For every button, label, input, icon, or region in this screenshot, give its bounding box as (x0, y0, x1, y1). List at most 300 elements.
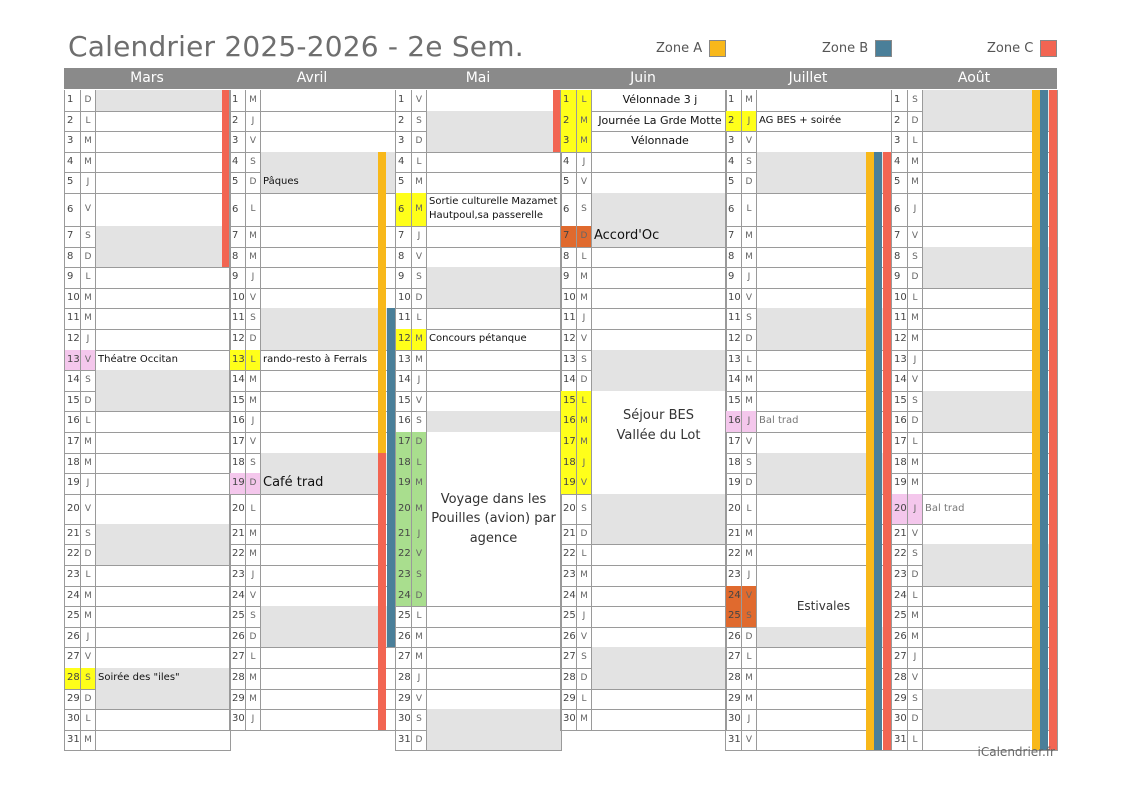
day-cell[interactable] (260, 494, 396, 525)
day-number: 16 (395, 411, 412, 433)
day-letter: L (576, 391, 592, 413)
day-letter: M (411, 172, 427, 194)
event-label: Accord'Oc (594, 228, 660, 243)
day-number: 15 (395, 391, 412, 413)
day-number: 8 (725, 247, 742, 269)
day-letter: J (576, 308, 592, 330)
day-number: 27 (395, 647, 412, 669)
day-cell[interactable] (260, 709, 396, 731)
zone-holiday-bar (866, 152, 874, 751)
day-letter: D (411, 288, 427, 310)
day-cell[interactable] (260, 524, 396, 546)
day-cell[interactable] (260, 411, 396, 433)
day-letter: J (907, 647, 923, 669)
day-letter: S (411, 111, 427, 133)
day-letter: M (576, 267, 592, 289)
day-cell[interactable] (591, 193, 727, 227)
month-header-juin: Juin (560, 68, 726, 89)
day-cell[interactable] (95, 308, 231, 330)
day-cell[interactable] (95, 565, 231, 587)
day-cell[interactable] (426, 627, 562, 649)
day-letter: M (411, 193, 427, 227)
day-letter: L (245, 350, 261, 372)
day-number: 11 (891, 308, 908, 330)
day-cell[interactable] (95, 391, 231, 413)
day-letter: L (411, 308, 427, 330)
day-number: 20 (725, 494, 742, 525)
day-letter: L (576, 544, 592, 566)
day-cell[interactable] (260, 288, 396, 310)
day-cell[interactable] (260, 350, 396, 372)
day-number: 1 (229, 90, 246, 112)
day-letter: J (80, 627, 96, 649)
day-letter: D (741, 329, 757, 351)
day-cell[interactable] (591, 172, 727, 194)
day-number: 10 (395, 288, 412, 310)
day-number: 4 (64, 152, 81, 174)
day-number: 10 (725, 288, 742, 310)
day-cell[interactable] (591, 524, 727, 546)
day-letter: M (907, 308, 923, 330)
day-cell[interactable] (260, 473, 396, 495)
day-number: 4 (725, 152, 742, 174)
day-cell[interactable] (95, 627, 231, 649)
day-letter: M (245, 391, 261, 413)
day-cell[interactable] (591, 689, 727, 711)
day-number: 13 (725, 350, 742, 372)
day-cell[interactable] (260, 90, 396, 112)
day-number: 22 (891, 544, 908, 566)
day-number: 26 (229, 627, 246, 649)
day-number: 23 (64, 565, 81, 587)
day-number: 14 (64, 370, 81, 392)
day-letter: D (245, 172, 261, 194)
day-cell[interactable] (591, 494, 727, 525)
day-cell[interactable] (95, 131, 231, 153)
day-letter: D (741, 473, 757, 495)
block-event: Estivales (796, 599, 851, 614)
day-number: 8 (64, 247, 81, 269)
day-number: 7 (64, 226, 81, 248)
day-cell[interactable] (260, 131, 396, 153)
day-letter: V (741, 432, 757, 454)
zone-holiday-bar (883, 152, 891, 751)
day-cell[interactable] (591, 647, 727, 669)
day-cell[interactable] (95, 524, 231, 546)
day-letter: M (576, 288, 592, 310)
day-letter: V (245, 288, 261, 310)
day-letter: S (411, 267, 427, 289)
block-event: Séjour BES Vallée du Lot (616, 408, 701, 443)
day-letter: M (245, 544, 261, 566)
day-cell[interactable] (426, 329, 562, 351)
day-number: 4 (560, 152, 577, 174)
day-letter: S (907, 247, 923, 269)
day-number: 6 (725, 193, 742, 227)
day-cell[interactable] (591, 308, 727, 330)
day-cell[interactable] (95, 350, 231, 372)
day-cell[interactable] (95, 267, 231, 289)
day-cell[interactable] (95, 453, 231, 475)
day-letter: D (907, 709, 923, 731)
day-number: 19 (725, 473, 742, 495)
day-number: 3 (560, 131, 577, 153)
day-letter: V (907, 524, 923, 546)
day-letter: M (741, 668, 757, 690)
day-cell[interactable] (260, 647, 396, 669)
day-letter: M (741, 247, 757, 269)
event-label: Journée La Grde Motte (598, 113, 722, 127)
day-letter: V (907, 370, 923, 392)
day-cell[interactable] (260, 544, 396, 566)
zone-holiday-bar (1032, 90, 1040, 750)
event-label: Vélonnade (631, 134, 689, 148)
day-number: 26 (395, 627, 412, 649)
day-cell[interactable] (426, 267, 562, 289)
day-number: 21 (395, 524, 412, 546)
day-letter: V (576, 172, 592, 194)
zone-a-label: Zone A (656, 40, 703, 56)
day-letter: D (245, 627, 261, 649)
day-cell[interactable] (426, 90, 562, 112)
day-cell[interactable] (260, 627, 396, 649)
day-number: 5 (229, 172, 246, 194)
day-letter: M (80, 730, 96, 752)
day-letter: L (80, 111, 96, 133)
day-number: 19 (395, 473, 412, 495)
day-number: 5 (560, 172, 577, 194)
day-cell[interactable] (426, 370, 562, 392)
day-letter: S (80, 370, 96, 392)
day-number: 24 (725, 586, 742, 608)
day-cell[interactable] (95, 226, 231, 248)
day-number: 11 (229, 308, 246, 330)
day-letter: D (245, 473, 261, 495)
day-letter: M (741, 391, 757, 413)
day-letter: J (907, 350, 923, 372)
day-number: 10 (64, 288, 81, 310)
day-cell[interactable] (591, 370, 727, 392)
day-cell[interactable] (591, 90, 727, 112)
day-letter: S (245, 453, 261, 475)
day-number: 3 (229, 131, 246, 153)
day-cell[interactable] (260, 152, 396, 174)
day-cell[interactable] (426, 131, 562, 153)
day-number: 22 (395, 544, 412, 566)
day-cell[interactable] (260, 226, 396, 248)
day-letter: D (576, 226, 592, 248)
day-cell[interactable] (95, 494, 231, 525)
day-number: 4 (229, 152, 246, 174)
day-number: 17 (229, 432, 246, 454)
day-cell[interactable] (756, 90, 892, 112)
day-cell[interactable] (260, 267, 396, 289)
day-cell[interactable] (95, 193, 231, 227)
day-cell[interactable] (591, 627, 727, 649)
page-title: Calendrier 2025-2026 - 2e Sem. (68, 30, 524, 63)
day-cell[interactable] (426, 709, 562, 731)
day-cell[interactable] (260, 370, 396, 392)
day-number: 24 (229, 586, 246, 608)
day-letter: M (80, 606, 96, 628)
day-number: 24 (64, 586, 81, 608)
day-number: 19 (64, 473, 81, 495)
day-cell[interactable] (426, 152, 562, 174)
day-cell[interactable] (95, 370, 231, 392)
day-letter: V (907, 226, 923, 248)
day-letter: L (411, 606, 427, 628)
day-letter: L (80, 411, 96, 433)
day-letter: M (80, 131, 96, 153)
day-cell[interactable] (95, 288, 231, 310)
day-cell[interactable] (260, 565, 396, 587)
day-letter: S (245, 308, 261, 330)
day-cell[interactable] (260, 586, 396, 608)
day-cell[interactable] (591, 606, 727, 628)
day-letter: M (80, 586, 96, 608)
day-cell[interactable] (95, 247, 231, 269)
zone-holiday-bar (387, 308, 395, 647)
day-letter: L (907, 131, 923, 153)
day-cell[interactable] (591, 668, 727, 690)
day-letter: M (907, 627, 923, 649)
day-cell[interactable] (426, 350, 562, 372)
day-cell[interactable] (426, 606, 562, 628)
day-cell[interactable] (95, 647, 231, 669)
day-number: 25 (891, 606, 908, 628)
day-number: 24 (560, 586, 577, 608)
day-number: 14 (395, 370, 412, 392)
day-cell[interactable] (95, 586, 231, 608)
day-number: 21 (560, 524, 577, 546)
day-number: 29 (395, 689, 412, 711)
day-number: 6 (395, 193, 412, 227)
day-number: 27 (560, 647, 577, 669)
day-cell[interactable] (426, 226, 562, 248)
day-cell[interactable] (426, 730, 562, 752)
day-letter: J (411, 668, 427, 690)
day-letter: V (576, 473, 592, 495)
day-number: 20 (64, 494, 81, 525)
day-cell[interactable] (591, 288, 727, 310)
day-number: 2 (64, 111, 81, 133)
day-number: 13 (64, 350, 81, 372)
day-cell[interactable] (591, 247, 727, 269)
day-number: 29 (229, 689, 246, 711)
day-cell[interactable] (426, 647, 562, 669)
day-cell[interactable] (95, 152, 231, 174)
day-cell[interactable] (95, 329, 231, 351)
day-cell[interactable] (591, 131, 727, 153)
day-letter: M (741, 226, 757, 248)
day-letter: D (411, 586, 427, 608)
day-letter: J (411, 370, 427, 392)
day-cell[interactable] (95, 411, 231, 433)
day-letter: S (80, 524, 96, 546)
day-cell[interactable] (95, 730, 231, 752)
day-number: 28 (891, 668, 908, 690)
day-letter: D (411, 131, 427, 153)
day-cell[interactable] (260, 172, 396, 194)
day-number: 12 (560, 329, 577, 351)
day-number: 9 (891, 267, 908, 289)
day-cell[interactable] (756, 111, 892, 133)
day-cell[interactable] (95, 668, 231, 690)
day-cell[interactable] (591, 226, 727, 248)
day-cell[interactable] (591, 544, 727, 566)
day-number: 24 (395, 586, 412, 608)
day-number: 2 (725, 111, 742, 133)
day-cell[interactable] (591, 152, 727, 174)
day-letter: L (411, 453, 427, 475)
day-letter: S (741, 606, 757, 628)
day-cell[interactable] (426, 288, 562, 310)
day-number: 16 (725, 411, 742, 433)
day-number: 12 (64, 329, 81, 351)
day-cell[interactable] (95, 689, 231, 711)
day-letter: M (576, 432, 592, 454)
day-cell[interactable] (260, 453, 396, 475)
day-letter: M (576, 411, 592, 433)
day-cell[interactable] (260, 432, 396, 454)
day-number: 6 (891, 193, 908, 227)
day-cell[interactable] (426, 247, 562, 269)
day-number: 7 (725, 226, 742, 248)
day-letter: S (741, 152, 757, 174)
day-letter: L (741, 494, 757, 525)
day-letter: J (576, 152, 592, 174)
day-cell[interactable] (260, 689, 396, 711)
day-cell[interactable] (591, 586, 727, 608)
day-letter: L (411, 152, 427, 174)
day-number: 21 (725, 524, 742, 546)
day-letter: M (80, 288, 96, 310)
day-letter: D (907, 411, 923, 433)
day-cell[interactable] (591, 709, 727, 731)
day-cell[interactable] (260, 606, 396, 628)
day-letter: S (576, 494, 592, 525)
day-number: 9 (64, 267, 81, 289)
day-cell[interactable] (426, 668, 562, 690)
day-cell[interactable] (260, 193, 396, 227)
day-letter: V (411, 544, 427, 566)
day-cell[interactable] (95, 90, 231, 112)
day-number: 6 (64, 193, 81, 227)
day-cell[interactable] (260, 308, 396, 330)
day-number: 28 (560, 668, 577, 690)
day-letter: M (741, 544, 757, 566)
day-letter: V (576, 627, 592, 649)
day-cell[interactable] (756, 131, 892, 153)
day-letter: J (245, 565, 261, 587)
day-cell[interactable] (260, 247, 396, 269)
day-cell[interactable] (426, 193, 562, 227)
day-number: 3 (725, 131, 742, 153)
day-number: 16 (64, 411, 81, 433)
day-cell[interactable] (260, 391, 396, 413)
day-number: 2 (395, 111, 412, 133)
day-letter: S (80, 668, 96, 690)
day-number: 20 (395, 494, 412, 525)
day-number: 10 (560, 288, 577, 310)
day-cell[interactable] (591, 111, 727, 133)
day-letter: L (741, 350, 757, 372)
day-number: 3 (395, 131, 412, 153)
day-letter: V (80, 647, 96, 669)
day-number: 11 (64, 308, 81, 330)
day-cell[interactable] (591, 267, 727, 289)
day-letter: S (411, 565, 427, 587)
day-number: 25 (560, 606, 577, 628)
day-cell[interactable] (95, 544, 231, 566)
day-letter: S (80, 226, 96, 248)
day-cell[interactable] (426, 308, 562, 330)
day-cell[interactable] (95, 172, 231, 194)
day-cell[interactable] (260, 668, 396, 690)
day-letter: L (907, 586, 923, 608)
day-cell[interactable] (591, 473, 727, 495)
day-letter: V (741, 730, 757, 752)
day-letter: V (80, 494, 96, 525)
day-letter: D (80, 689, 96, 711)
day-cell[interactable] (591, 350, 727, 372)
day-cell[interactable] (426, 172, 562, 194)
day-cell[interactable] (95, 606, 231, 628)
day-cell[interactable] (591, 565, 727, 587)
day-letter: M (80, 432, 96, 454)
day-cell[interactable] (426, 411, 562, 433)
day-number: 13 (395, 350, 412, 372)
day-cell[interactable] (426, 391, 562, 413)
day-cell[interactable] (260, 111, 396, 133)
day-number: 21 (64, 524, 81, 546)
day-letter: V (741, 288, 757, 310)
day-number: 29 (560, 689, 577, 711)
day-letter: S (576, 193, 592, 227)
event-label: Café trad (263, 475, 324, 491)
day-number: 28 (725, 668, 742, 690)
day-letter: S (411, 709, 427, 731)
day-number: 12 (395, 329, 412, 351)
day-cell[interactable] (95, 432, 231, 454)
day-number: 5 (395, 172, 412, 194)
day-number: 29 (891, 689, 908, 711)
event-label: Théatre Occitan (98, 353, 178, 365)
day-number: 1 (560, 90, 577, 112)
day-number: 27 (891, 647, 908, 669)
day-letter: V (411, 689, 427, 711)
day-cell[interactable] (95, 111, 231, 133)
day-number: 30 (891, 709, 908, 731)
day-cell[interactable] (95, 709, 231, 731)
day-letter: M (741, 524, 757, 546)
day-number: 18 (560, 453, 577, 475)
zone-holiday-bar (874, 152, 882, 751)
zone-holiday-bar (378, 152, 386, 494)
zone-b-label: Zone B (822, 40, 869, 56)
zone-holiday-bar (378, 453, 386, 730)
day-cell[interactable] (95, 473, 231, 495)
day-letter: D (741, 627, 757, 649)
day-letter: M (245, 524, 261, 546)
day-cell[interactable] (591, 329, 727, 351)
day-letter: M (411, 329, 427, 351)
day-cell[interactable] (426, 689, 562, 711)
day-cell[interactable] (426, 111, 562, 133)
day-cell[interactable] (260, 329, 396, 351)
day-letter: M (411, 627, 427, 649)
day-number: 31 (64, 730, 81, 752)
